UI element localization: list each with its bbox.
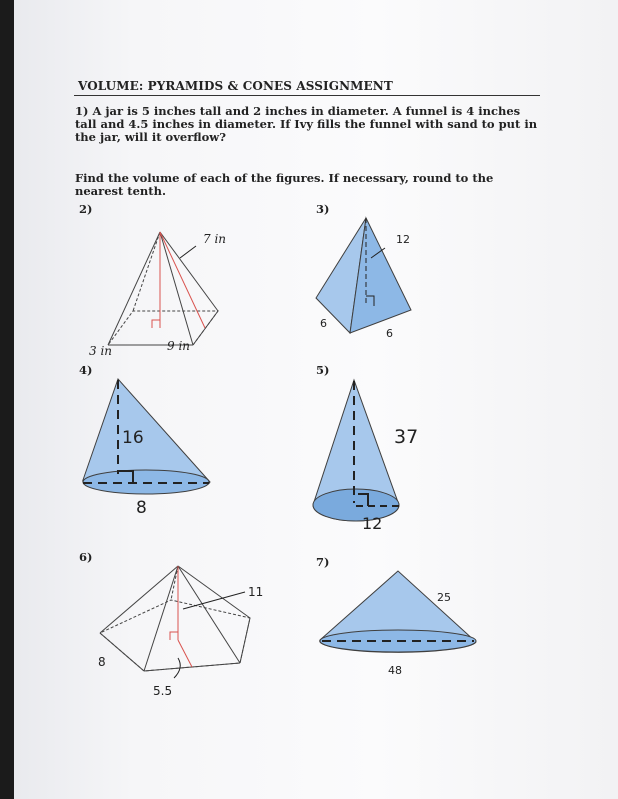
figure-3-side-a-label: 6 (320, 317, 327, 330)
figure-5-cone (313, 380, 400, 521)
figure-2-rect-pyramid (108, 232, 218, 345)
figure-7-diameter-label: 48 (388, 664, 402, 677)
figure-7-number: 7) (316, 555, 330, 569)
worksheet-title: VOLUME: PYRAMIDS & CONES ASSIGNMENT (78, 79, 393, 93)
question-1: 1) A jar is 5 inches tall and 2 inches in diameter. A funnel is 4 inches tall and 4.5 inches in diameter. If Ivy fills the funnel with sand to put in the jar, will it overflow? (75, 104, 538, 144)
figure-6-number: 6) (79, 550, 93, 564)
figure-7-cone (320, 571, 476, 652)
figure-2-slant-label: 7 in (203, 232, 227, 246)
figure-6-height-label: 11 (248, 585, 264, 599)
figure-4-radius-label: 8 (136, 498, 147, 518)
figure-4-oblique-cone (83, 379, 210, 494)
figure-3-number: 3) (316, 202, 330, 216)
figure-2-number: 2) (79, 202, 93, 216)
figure-5-number: 5) (316, 363, 330, 377)
figure-4-number: 4) (79, 363, 93, 377)
figure-2-length-label: 9 in (167, 339, 191, 353)
figure-5-height-label: 37 (394, 426, 419, 448)
figure-6-side-label: 8 (98, 655, 106, 669)
figure-6-apothem-label: 5.5 (153, 684, 173, 698)
instructions: Find the volume of each of the figures. If necessary, round to the nearest tenth. (75, 171, 494, 198)
figure-3-height-label: 12 (396, 233, 410, 246)
figure-2-width-label: 3 in (89, 344, 113, 358)
figure-4-height-label: 16 (122, 428, 144, 448)
figure-7-slant-label: 25 (437, 591, 451, 604)
figure-6-pent-pyramid (100, 566, 250, 678)
figure-3-side-b-label: 6 (386, 327, 393, 340)
figure-5-radius-label: 12 (362, 514, 383, 533)
